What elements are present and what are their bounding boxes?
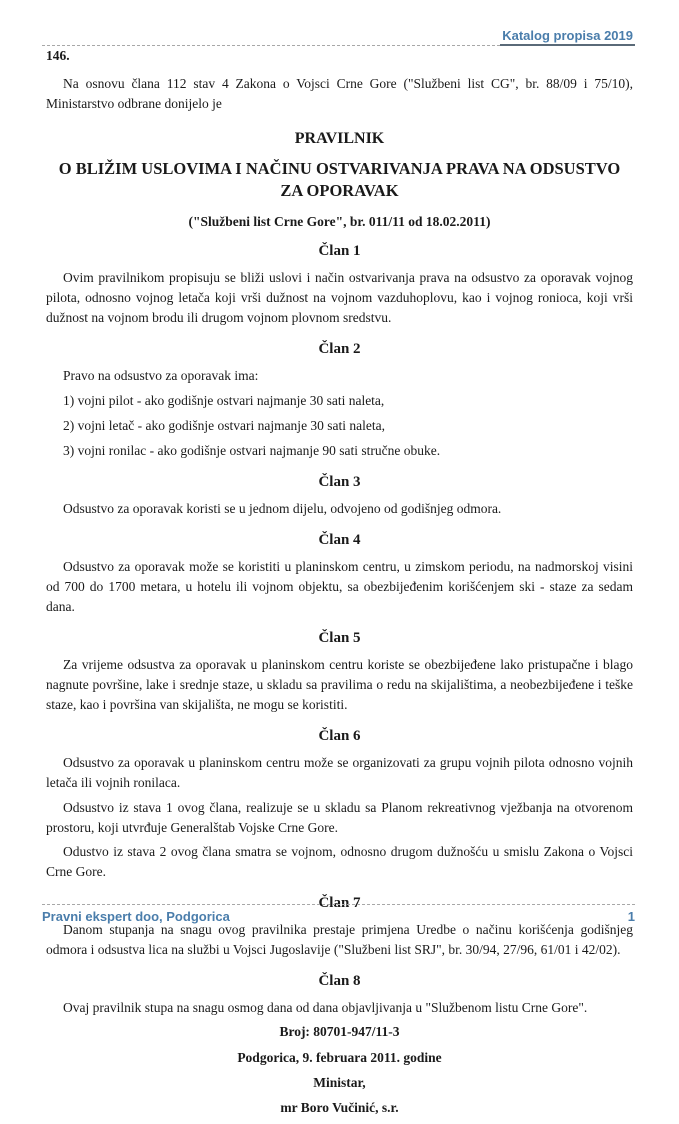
page-number: 1: [627, 909, 635, 924]
article-section: [46, 973, 633, 1018]
article-heading: Član 6: [318, 727, 361, 744]
article-heading: Član 1: [318, 243, 361, 260]
article-section: [46, 728, 633, 883]
item-number: 146.: [46, 48, 70, 63]
article-heading: Član 3: [318, 473, 361, 490]
article-heading: Član 5: [318, 629, 361, 646]
article-paragraph: Za vrijeme odsustva za oporavak u planinskom centru koriste se obezbijeđene lako pristupačne i blago nagnute površine, lake i srednje staze, u skladu sa pravilima o redu na skijalištima, a neobezbijeđene i teške staze, kao i površina van skijališta, ne mogu se koristiti.: [46, 656, 633, 712]
article-paragraph: Danom stupanja na snagu ovog pravilnika prestaje primjena Uredbe o načinu korišćenja godišnjeg odmora i odsustva lica na službi u Vojsci Jugoslavije ("Službeni list SRJ", br. 30/94, 27/96, 61/01 i 42/02).: [46, 922, 633, 958]
gazette-reference: ("Službeni list Crne Gore", br. 011/11 od 18.02.2011): [188, 214, 491, 230]
article-paragraph: Ovim pravilnikom propisuju se bliži uslovi i način ostvarivanja prava na odsustvo za oporavak vojnog pilota, odnosno vojnog letača koji vrši dužnost na vojnom vazduhoplovu, kao i vojnog ronioca, koji vrši dužnost na vojnom brodu ili drugom vojnom plovnom sredstvu.: [46, 270, 633, 325]
article-heading: Član 4: [318, 531, 361, 548]
article-paragraph: 3) vojni ronilac - ako godišnje ostvari najmanje 90 sati stručne obuke.: [63, 442, 441, 458]
document-title: O BLIŽIM USLOVIMA I NAČINU OSTVARIVANJA PRAVA NA ODSUSTVO ZA OPORAVAK: [58, 158, 621, 200]
publisher-label: Pravni ekspert doo, Podgorica: [42, 909, 230, 924]
place-and-date: Podgorica, 9. februara 2011. godine: [237, 1049, 442, 1065]
article-paragraph: Pravo na odsustvo za oporavak ima:: [63, 367, 259, 383]
preamble-paragraph: Na osnovu člana 112 stav 4 Zakona o Vojsci Crne Gore ("Službeni list CG", br. 88/09 i 75/10), Ministarstvo odbrane donijelo je: [46, 76, 633, 112]
article-section: [46, 630, 633, 715]
catalog-label: Katalog propisa 2019: [500, 28, 635, 46]
article-paragraph: Odsustvo za oporavak može se koristiti u planinskom centru, u zimskom periodu, na nadmorskoj visini od 700 do 1700 metara, u hotelu ili vojnom objektu, sa obezbijeđenim korišćenjem ski - staze za sedam dana.: [46, 558, 633, 614]
article-paragraph: Odsustvo iz stava 1 ovog člana, realizuje se u skladu sa Planom rekreativnog vježbanja na otvorenom prostoru, koji utvrđuje Generalštab Vojske Crne Gore.: [46, 799, 633, 835]
article-heading: Član 7: [318, 895, 361, 912]
article-heading: Član 8: [318, 973, 361, 990]
article-section: [46, 243, 633, 328]
page-footer: [42, 904, 635, 924]
signer-name: mr Boro Vučinić, s.r.: [280, 1099, 399, 1115]
article-paragraph: Ovaj pravilnik stupa na snagu osmog dana od dana objavljivanja u "Službenom listu Crne Gore".: [63, 1000, 588, 1016]
document-content: [46, 48, 633, 1124]
article-paragraph: Odsustvo za oporavak koristi se u jednom dijelu, odvojeno od godišnjeg odmora.: [63, 500, 502, 516]
document-type-heading: PRAVILNIK: [294, 129, 385, 147]
signer-title: Ministar,: [313, 1074, 366, 1090]
signature-block: [46, 1023, 633, 1117]
page-header: [42, 28, 635, 46]
article-paragraph: 1) vojni pilot - ako godišnje ostvari najmanje 30 sati naleta,: [63, 392, 385, 408]
article-section: [46, 474, 633, 519]
articles-container: [46, 243, 633, 1018]
article-paragraph: Odsustvo za oporavak u planinskom centru može se organizovati za grupu vojnih pilota odnosno vojnih letača ili vojnih ronilaca.: [46, 754, 633, 790]
article-heading: Član 2: [318, 340, 361, 357]
article-paragraph: Odustvo iz stava 2 ovog člana smatra se vojnom, odnosno drugom dužnošću u smislu Zakona o Vojsci Crne Gore.: [46, 844, 633, 880]
article-paragraph: 2) vojni letač - ako godišnje ostvari najmanje 30 sati naleta,: [63, 417, 386, 433]
article-section: [46, 341, 633, 461]
article-section: [46, 532, 633, 617]
document-number: Broj: 80701-947/11-3: [279, 1024, 400, 1040]
